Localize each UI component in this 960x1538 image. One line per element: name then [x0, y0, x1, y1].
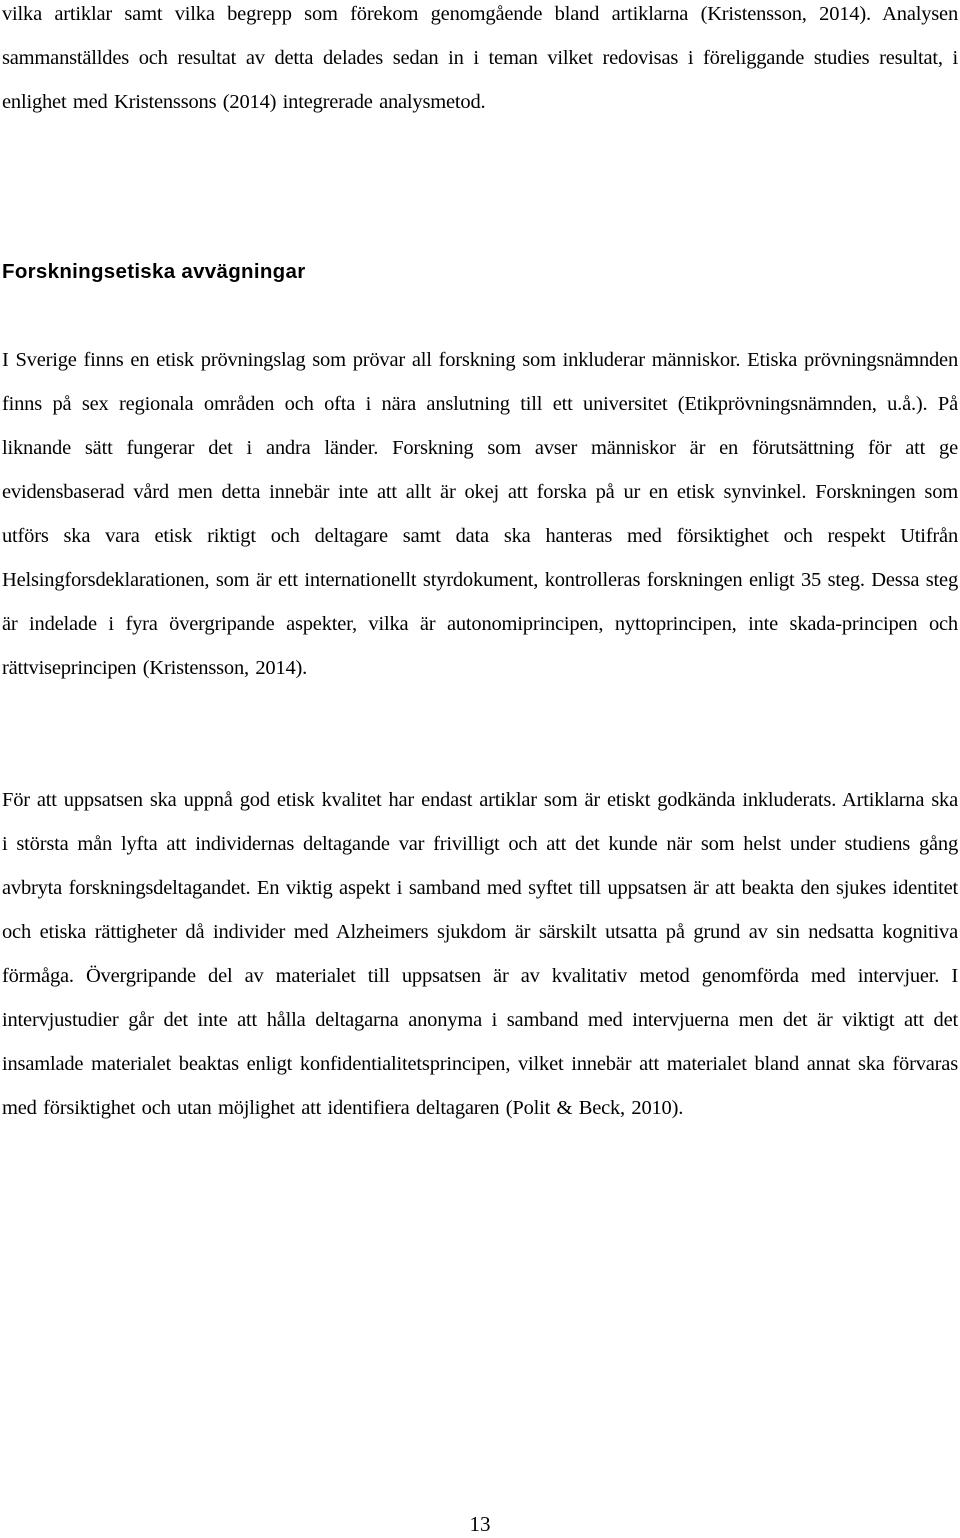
intro-paragraph: vilka artiklar samt vilka begrepp som förekom genomgående bland artiklarna (Kristensson, 2014). Analysen sammanställdes och resultat av detta delades sedan in i teman vilket redovisas i föreliggande studies resultat, i enlighet med Kristenssons (2014) integrerade analysmetod.: [2, 3, 958, 113]
section-heading: Forskningsetiska avvägningar: [2, 260, 306, 283]
ethics-paragraph: I Sverige finns en etisk prövningslag som prövar all forskning som inkluderar människor. Etiska prövningsnämnden finns på sex regionala områden och ofta i nära anslutning till ett universitet (Etikprövningsnämnden, u.å.). På liknande sätt fungerar det i andra länder. Forskning som avser människor är en förutsättning för att ge evidensbaserad vård men detta innebär inte att allt är okej att forska på ur en etisk synvinkel. Forskningen som utförs ska vara etisk riktigt och deltagare samt data ska hanteras med försiktighet och respekt Utifrån Helsingforsdeklarationen, som är ett internationellt styrdokument, kontrolleras forskningen enligt 35 steg. Dessa steg är indelade i fyra övergripande aspekter, vilka är autonomiprincipen, nyttoprincipen, inte skada-principen och rättviseprincipen (Kristensson, 2014).: [2, 349, 958, 679]
page-number: 13: [469, 1512, 491, 1536]
quality-paragraph: För att uppsatsen ska uppnå god etisk kvalitet har endast artiklar som är etiskt godkända inkluderats. Artiklarna ska i största mån lyfta att individernas deltagande var frivilligt och att det kunde när som helst under studiens gång avbryta forskningsdeltagandet. En viktig aspekt i samband med syftet till uppsatsen är att beakta den sjukes identitet och etiska rättigheter då individer med Alzheimers sjukdom är särskilt utsatta på grund av sin nedsatta kognitiva förmåga. Övergripande del av materialet till uppsatsen är av kvalitativ metod genomförda med intervjuer. I intervjustudier går det inte att hålla deltagarna anonyma i samband med intervjuerna men det är viktigt att det insamlade materialet beaktas enligt konfidentialitetsprincipen, vilket innebär att materialet bland annat ska förvaras med försiktighet och utan möjlighet att identifiera deltagaren (Polit & Beck, 2010).: [2, 789, 958, 1119]
